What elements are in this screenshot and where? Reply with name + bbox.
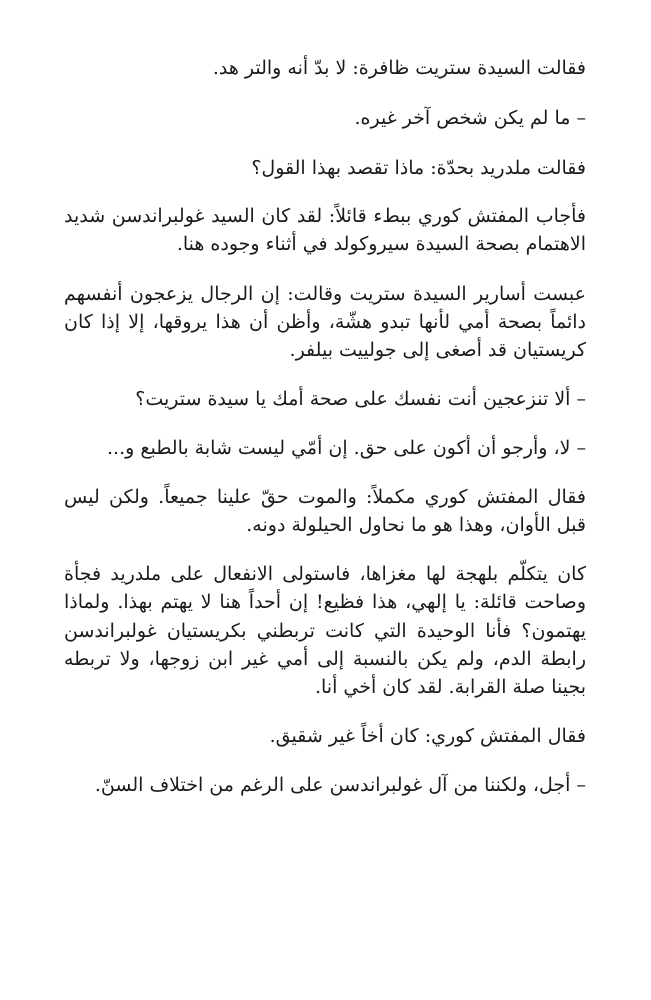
paragraph-3: فقالت ملدريد بحدّة: ماذا تقصد بهذا القول؟ [251,157,586,180]
paragraph-1: فقالت السيدة ستريت ظافرة: لا بدّ أنه والتر هد. [212,57,586,79]
paragraph-8: فقال المفتش كوري مكملاً: والموت حقّ علينا جميعاً. ولكن ليس قبل الأوان، وهذا هو ما نحاول الحيلولة دونه. [64,486,586,537]
paragraph-2: – ما لم يكن شخص آخر غيره. [354,107,586,130]
paragraph-6: – ألا تنزعجين أنت نفسك على صحة أمك يا سيدة ستريت؟ [135,387,586,410]
paragraph-11: – أجل، ولكننا من آل غولبراندسن على الرغم من اختلاف السنّ. [94,773,586,796]
paragraph-5: عبست أسارير السيدة ستريت وقالت: إن الرجال يزعجون أنفسهم دائماً بصحة أمي لأنها تبدو هشّة، وأظن أن هذا يروقها، إلا إذا كان كريستيان قد أصغى إلى جولييت بيلفر. [64,282,586,361]
page-text [64,0,586,799]
paragraph-4: فأجاب المفتش كوري ببطء قائلاً: لقد كان السيد غولبراندسن شديد الاهتمام بصحة السيدة سيروكولد في أثناء وجوده هنا. [64,205,586,256]
paragraph-7: – لا، وأرجو أن أكون على حق. إن أمّي ليست شابة بالطبع و... [107,436,586,459]
paragraph-10: فقال المفتش كوري: كان أخاً غير شقيق. [269,724,586,747]
paragraph-9: كان يتكلّم بلهجة لها مغزاها، فاستولى الانفعال على ملدريد فجأة وصاحت قائلة: يا إلهي، هذا فظيع! إن أحداً هنا لا يهتم بهذا. ولماذا يهتمون؟ فأنا الوحيدة التي كانت تربطني بكريستيان غولبراندسن رابطة الدم، ولم يكن بالنسبة إلى أمي غير ابن زوجها، ولا تربطه بجينا صلة القرابة. لقد كان أخي أنا. [64,563,586,698]
